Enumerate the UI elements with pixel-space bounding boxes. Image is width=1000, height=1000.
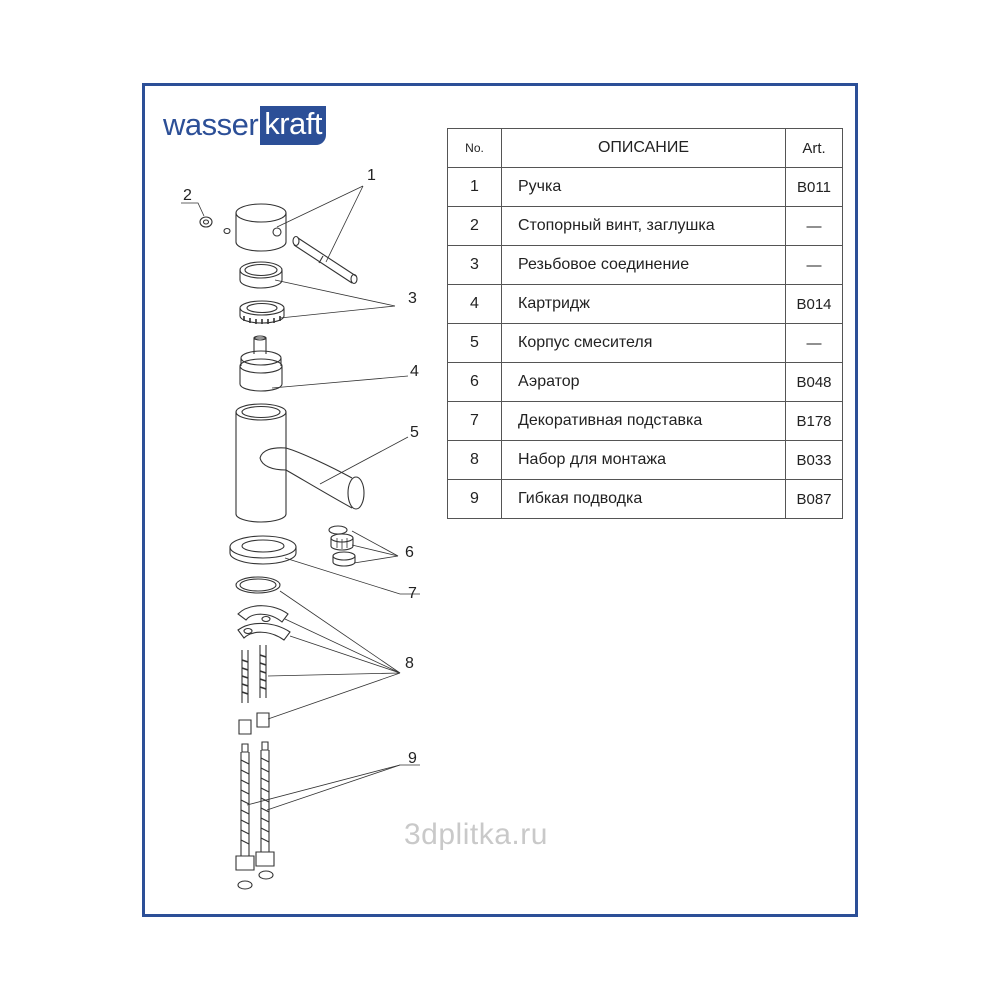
callout-1: 1 bbox=[367, 167, 376, 184]
part-aerator bbox=[329, 526, 355, 566]
part-handle bbox=[236, 204, 286, 251]
leader-lines bbox=[181, 186, 420, 810]
cell-art: B011 bbox=[786, 168, 843, 207]
callout-4: 4 bbox=[410, 363, 419, 380]
cell-art: — bbox=[786, 246, 843, 285]
callout-8: 8 bbox=[405, 655, 414, 672]
cell-no: 9 bbox=[448, 480, 502, 519]
logo-text-wasser: wasser bbox=[163, 107, 259, 142]
cell-no: 8 bbox=[448, 441, 502, 480]
callout-3: 3 bbox=[408, 290, 417, 307]
part-cartridge bbox=[240, 336, 282, 391]
watermark-text: 3dplitka.ru bbox=[404, 818, 548, 851]
header-description: ОПИСАНИЕ bbox=[502, 129, 786, 168]
cell-art: B178 bbox=[786, 402, 843, 441]
callout-9: 9 bbox=[408, 750, 417, 767]
cell-no: 2 bbox=[448, 207, 502, 246]
cell-no: 7 bbox=[448, 402, 502, 441]
cell-art: B087 bbox=[786, 480, 843, 519]
part-threaded-connection bbox=[240, 262, 284, 324]
logo-text-kraft: kraft bbox=[260, 106, 326, 145]
part-mounting-kit bbox=[236, 577, 290, 734]
cell-art: B033 bbox=[786, 441, 843, 480]
cell-description: Набор для монтажа bbox=[502, 441, 786, 480]
part-flexible-hoses bbox=[236, 742, 274, 889]
cell-no: 5 bbox=[448, 324, 502, 363]
callout-6: 6 bbox=[405, 544, 414, 561]
cell-art: — bbox=[786, 207, 843, 246]
cell-description: Резьбовое соединение bbox=[502, 246, 786, 285]
cell-art: B014 bbox=[786, 285, 843, 324]
header-art: Art. bbox=[786, 129, 843, 168]
part-mixer-body bbox=[236, 404, 364, 522]
cell-no: 6 bbox=[448, 363, 502, 402]
cell-no: 3 bbox=[448, 246, 502, 285]
part-set-screw bbox=[200, 217, 230, 234]
cell-description: Корпус смесителя bbox=[502, 324, 786, 363]
cell-art: — bbox=[786, 324, 843, 363]
cell-no: 4 bbox=[448, 285, 502, 324]
cell-description: Декоративная подставка bbox=[502, 402, 786, 441]
cell-description: Аэратор bbox=[502, 363, 786, 402]
part-lever-rod bbox=[293, 237, 357, 284]
cell-description: Гибкая подводка bbox=[502, 480, 786, 519]
callout-7: 7 bbox=[408, 585, 417, 602]
cell-art: B048 bbox=[786, 363, 843, 402]
callout-2: 2 bbox=[183, 187, 192, 204]
cell-no: 1 bbox=[448, 168, 502, 207]
header-no: No. bbox=[448, 129, 502, 168]
callout-labels bbox=[183, 167, 419, 767]
cell-description: Стопорный винт, заглушка bbox=[502, 207, 786, 246]
cell-description: Ручка bbox=[502, 168, 786, 207]
part-decorative-base bbox=[230, 536, 296, 564]
callout-5: 5 bbox=[410, 424, 419, 441]
cell-description: Картридж bbox=[502, 285, 786, 324]
